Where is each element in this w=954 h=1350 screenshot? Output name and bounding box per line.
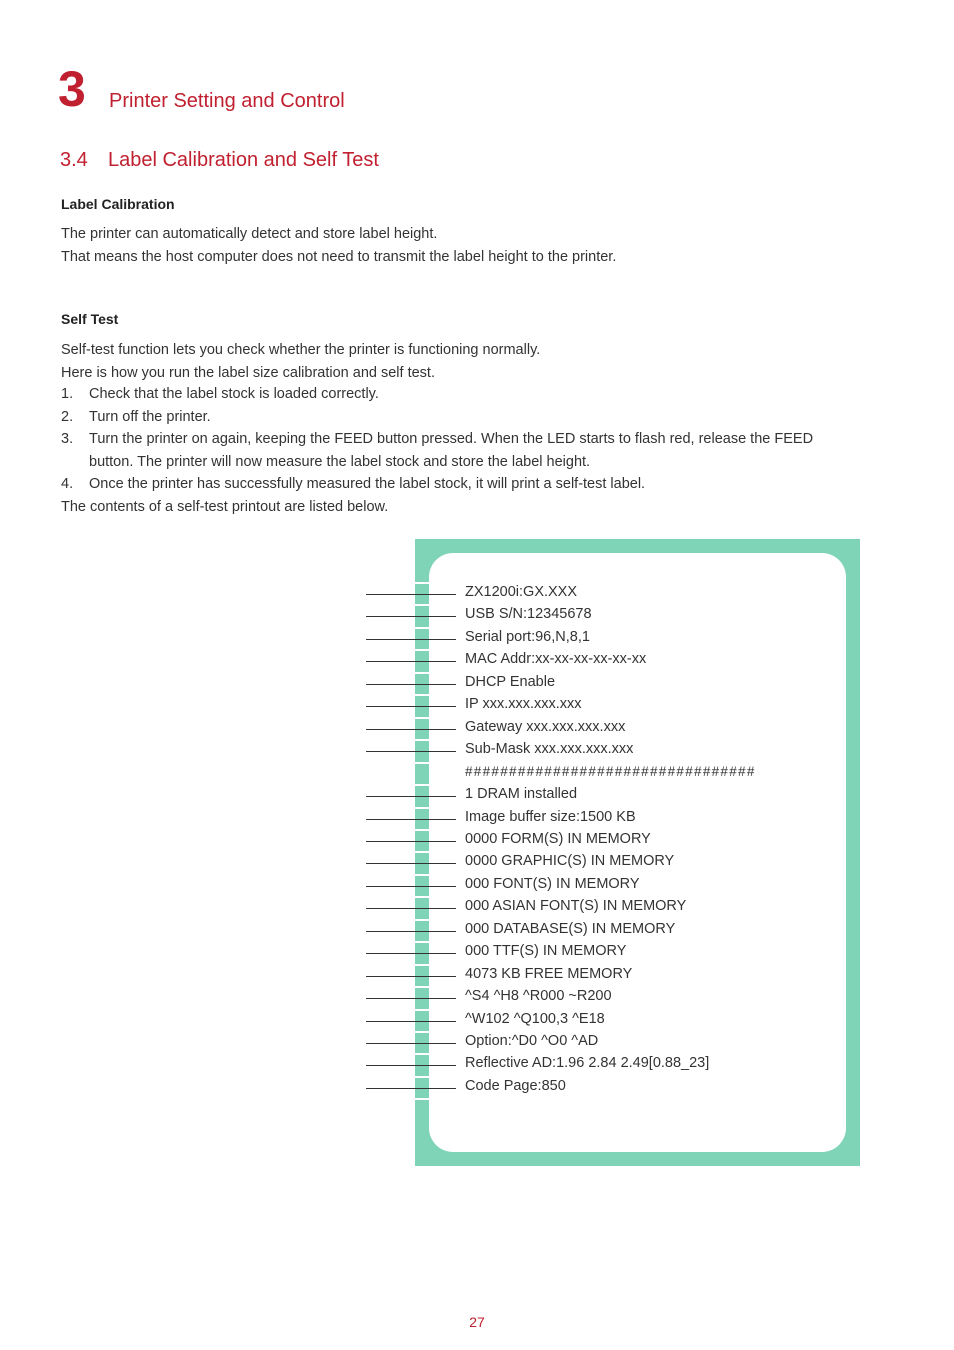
- leader-line: [366, 908, 456, 909]
- intro-line: Here is how you run the label size calibration and self test.: [61, 364, 435, 381]
- leader-line: [366, 886, 456, 887]
- printout-value: MAC Addr:xx-xx-xx-xx-xx-xx: [465, 651, 647, 668]
- leader-line: [366, 639, 456, 640]
- leader-line: [366, 796, 456, 797]
- leader-line: [366, 1065, 456, 1066]
- step-text: Turn off the printer.: [89, 408, 211, 425]
- page-number: 27: [469, 1314, 485, 1330]
- leader-line: [366, 684, 456, 685]
- leader-line: [366, 1088, 456, 1089]
- leader-line: [366, 706, 456, 707]
- strip-gap: [415, 649, 429, 651]
- printout-value: Gateway xxx.xxx.xxx.xxx: [465, 718, 626, 735]
- printout-value: Sub-Mask xxx.xxx.xxx.xxx: [465, 741, 634, 758]
- calibration-text: [61, 223, 616, 268]
- strip-gap: [415, 874, 429, 876]
- list-item: [61, 406, 861, 429]
- printout-value: IP xxx.xxx.xxx.xxx: [465, 696, 582, 713]
- strip-gap: [415, 919, 429, 921]
- printout-value: 0000 GRAPHIC(S) IN MEMORY: [465, 853, 675, 870]
- printout-value: 4073 KB FREE MEMORY: [465, 965, 633, 982]
- printout-value: ^S4 ^H8 ^R000 ~R200: [465, 988, 612, 1005]
- printout-value: USB S/N:12345678: [465, 606, 592, 623]
- strip-gap: [415, 807, 429, 809]
- strip-gap: [415, 582, 429, 584]
- printout-value: 000 DATABASE(S) IN MEMORY: [465, 920, 676, 937]
- leader-line: [366, 729, 456, 730]
- printout-value: Option:^D0 ^O0 ^AD: [465, 1033, 599, 1049]
- leader-line: [366, 616, 456, 617]
- strip-gap: [415, 986, 429, 988]
- section-title: [60, 149, 379, 172]
- leader-line: [366, 594, 456, 595]
- strip-gap: [415, 964, 429, 966]
- strip-gap: [415, 717, 429, 719]
- step-text: Turn the printer on again, keeping the FEED button pressed. When the LED starts to flash red, release the FEED button. The printer will now measure the label stock and store the label height.: [89, 431, 814, 470]
- chapter-title: Printer Setting and Control: [109, 90, 345, 112]
- strip-gap: [415, 896, 429, 898]
- leader-line: [366, 751, 456, 752]
- leader-line: [366, 976, 456, 977]
- step-number: 2.: [61, 408, 74, 425]
- leader-line: [366, 1021, 456, 1022]
- strip-gap: [415, 762, 429, 764]
- chapter-number: 3: [58, 61, 86, 117]
- printout-value: Image buffer size:1500 KB: [465, 808, 636, 825]
- strip-gap: [415, 1076, 429, 1078]
- strip-gap: [415, 694, 429, 696]
- strip-gap: [415, 672, 429, 674]
- step-text: Check that the label stock is loaded correctly.: [89, 386, 379, 402]
- strip-gap: [415, 784, 429, 786]
- printout-separator: #################################: [465, 763, 756, 779]
- label-calibration-heading: Label Calibration: [61, 196, 175, 212]
- leader-line: [366, 863, 456, 864]
- strip-gap: [415, 627, 429, 629]
- intro-line: Self-test function lets you check whether the printer is functioning normally.: [61, 342, 541, 358]
- leader-line: [366, 841, 456, 842]
- step-number: 3.: [61, 431, 74, 447]
- strip-gap: [415, 1031, 429, 1033]
- printout-value: 1 DRAM installed: [465, 786, 578, 803]
- printout-value: Code Page:850: [465, 1077, 566, 1094]
- section-title-text: Label Calibration and Self Test: [108, 149, 379, 171]
- strip-gap: [415, 604, 429, 606]
- printout-value: ^W102 ^Q100,3 ^E18: [465, 1010, 605, 1027]
- strip-gap: [415, 829, 429, 831]
- step-number: 4.: [61, 476, 74, 492]
- leader-line: [366, 998, 456, 999]
- strip-gap: [415, 1053, 429, 1055]
- leader-line: [366, 819, 456, 820]
- self-test-intro: [61, 339, 540, 384]
- printout-value: Reflective AD:1.96 2.84 2.49[0.88_23]: [465, 1055, 710, 1072]
- printout-value: 000 TTF(S) IN MEMORY: [465, 943, 627, 960]
- strip-gap: [415, 941, 429, 943]
- calibration-line: The printer can automatically detect and store label height.: [61, 226, 438, 242]
- calibration-line: That means the host computer does not need to transmit the label height to the printer.: [61, 248, 617, 265]
- leader-line: [366, 661, 456, 662]
- strip-gap: [415, 739, 429, 741]
- strip-gap: [415, 1098, 429, 1100]
- step-text: Once the printer has successfully measured the label stock, it will print a self-test label.: [89, 476, 646, 492]
- leader-line: [366, 931, 456, 932]
- self-test-steps: [61, 383, 861, 518]
- self-test-heading: Self Test: [61, 311, 119, 327]
- list-item: [61, 383, 861, 406]
- printout-value: ZX1200i:GX.XXX: [465, 584, 578, 600]
- step-number: 1.: [61, 386, 74, 402]
- printout-value: DHCP Enable: [465, 673, 556, 690]
- printout-value: 0000 FORM(S) IN MEMORY: [465, 830, 651, 847]
- self-test-outro: The contents of a self-test printout are listed below.: [61, 498, 389, 515]
- section-number: 3.4: [60, 149, 88, 171]
- printout-value: 000 ASIAN FONT(S) IN MEMORY: [465, 898, 687, 915]
- leader-line: [366, 953, 456, 954]
- list-item: [61, 473, 861, 496]
- printout-value: Serial port:96,N,8,1: [465, 628, 590, 645]
- strip-gap: [415, 851, 429, 853]
- printout-value: 000 FONT(S) IN MEMORY: [465, 875, 640, 892]
- list-item: [61, 428, 861, 473]
- leader-line: [366, 1043, 456, 1044]
- strip-gap: [415, 1009, 429, 1011]
